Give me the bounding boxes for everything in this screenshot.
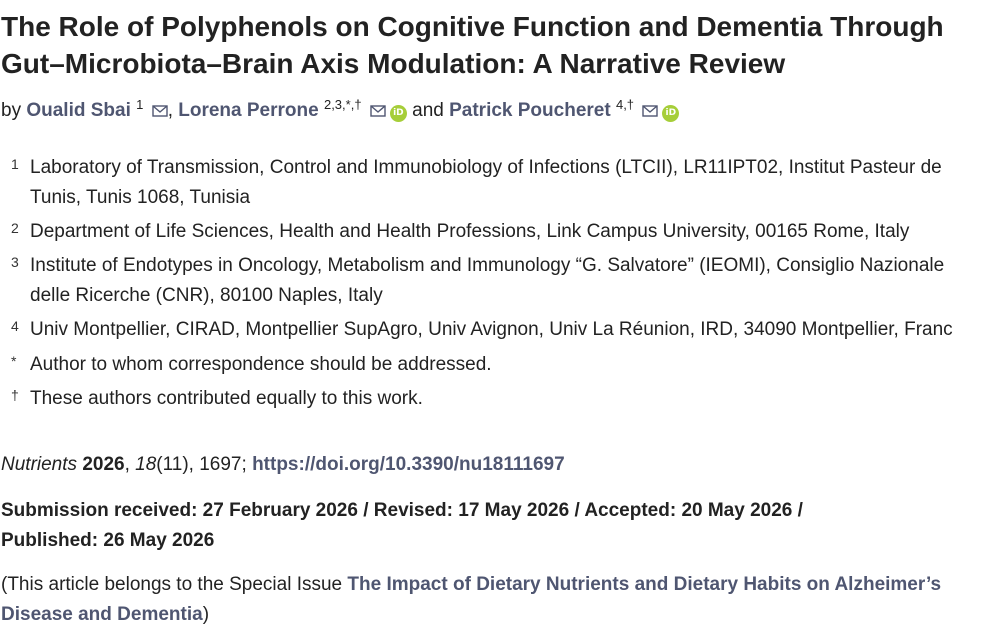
dates-line-1: Submission received: 27 February 2026 / Revised: 17 May 2026 / Accepted: 20 May 2026 / xyxy=(1,500,803,521)
author-3-affiliation: 4,† xyxy=(615,97,635,112)
author-patrick-poucheret[interactable]: Patrick Poucheret xyxy=(449,100,611,121)
doi-link[interactable]: https://doi.org/10.3390/nu18111697 xyxy=(252,454,565,475)
special-issue-note xyxy=(1,570,941,630)
citation: Nutrients 2026, 18(11), 1697; https://doi.org/10.3390/nu18111697 xyxy=(1,454,565,475)
affiliation-text: delle Ricerche (CNR), 80100 Naples, Italy xyxy=(30,285,383,306)
affiliation-text: Tunis, Tunis 1068, Tunisia xyxy=(30,187,251,208)
affiliation-mark: 3 xyxy=(11,254,19,270)
author-2-affiliation: 2,3,*,† xyxy=(323,97,362,112)
special-issue-link[interactable]: The Impact of Dietary Nutrients and Dietary Habits on Alzheimer’s xyxy=(347,574,942,595)
affiliation-text: Univ Montpellier, CIRAD, Montpellier SupAgro, Univ Avignon, Univ La Réunion, IRD, 34090 Montpellier, Franc xyxy=(30,319,953,340)
affiliation-mark: † xyxy=(11,387,19,403)
affiliation-mark: 1 xyxy=(11,156,19,172)
author-oualid-sbai[interactable]: Oualid Sbai xyxy=(26,100,131,121)
author-list xyxy=(1,97,679,125)
special-issue-suffix: ) xyxy=(202,604,210,625)
affiliation-mark: 2 xyxy=(11,220,19,236)
mail-icon[interactable] xyxy=(370,104,386,118)
orcid-icon[interactable]: iD xyxy=(390,105,407,122)
article-title-line-2: Gut–Microbiota–Brain Axis Modulation: A Narrative Review xyxy=(1,48,786,79)
special-issue-prefix: (This article belongs to the Special Issue xyxy=(1,574,348,595)
author-lorena-perrone[interactable]: Lorena Perrone xyxy=(178,100,319,121)
article-dates xyxy=(1,496,803,556)
affiliation-text: Author to whom correspondence should be addressed. xyxy=(30,354,492,375)
citation-volume: 18 xyxy=(135,454,157,475)
special-issue-link-cont[interactable]: Disease and Dementia xyxy=(1,604,203,625)
citation-issue: (11), 1697; xyxy=(156,454,247,475)
affiliation-text: Department of Life Sciences, Health and Health Professions, Link Campus University, 00165 Rome, Italy xyxy=(30,221,910,242)
author-and: and xyxy=(412,100,444,121)
article-title xyxy=(1,8,991,82)
by-label: by xyxy=(1,100,22,121)
orcid-icon[interactable]: iD xyxy=(662,105,679,122)
mail-icon[interactable] xyxy=(642,104,658,118)
affiliation-text: Laboratory of Transmission, Control and Immunobiology of Infections (LTCII), LR11IPT02, Institut Pasteur de xyxy=(30,157,942,178)
dates-line-2: Published: 26 May 2026 xyxy=(1,530,215,551)
journal-name: Nutrients xyxy=(1,454,78,475)
mail-icon[interactable] xyxy=(152,104,168,118)
affiliation-text: These authors contributed equally to this work. xyxy=(30,388,423,409)
affiliation-mark: * xyxy=(11,353,17,369)
author-1-affiliation: 1 xyxy=(136,97,144,112)
affiliation-mark: 4 xyxy=(11,318,19,334)
author-separator: , xyxy=(167,100,173,121)
affiliation-text: Institute of Endotypes in Oncology, Metabolism and Immunology “G. Salvatore” (IEOMI), Consiglio Nazionale xyxy=(30,255,945,276)
citation-year: 2026 xyxy=(82,454,125,475)
article-title-line-1: The Role of Polyphenols on Cognitive Function and Dementia Through xyxy=(1,11,944,42)
